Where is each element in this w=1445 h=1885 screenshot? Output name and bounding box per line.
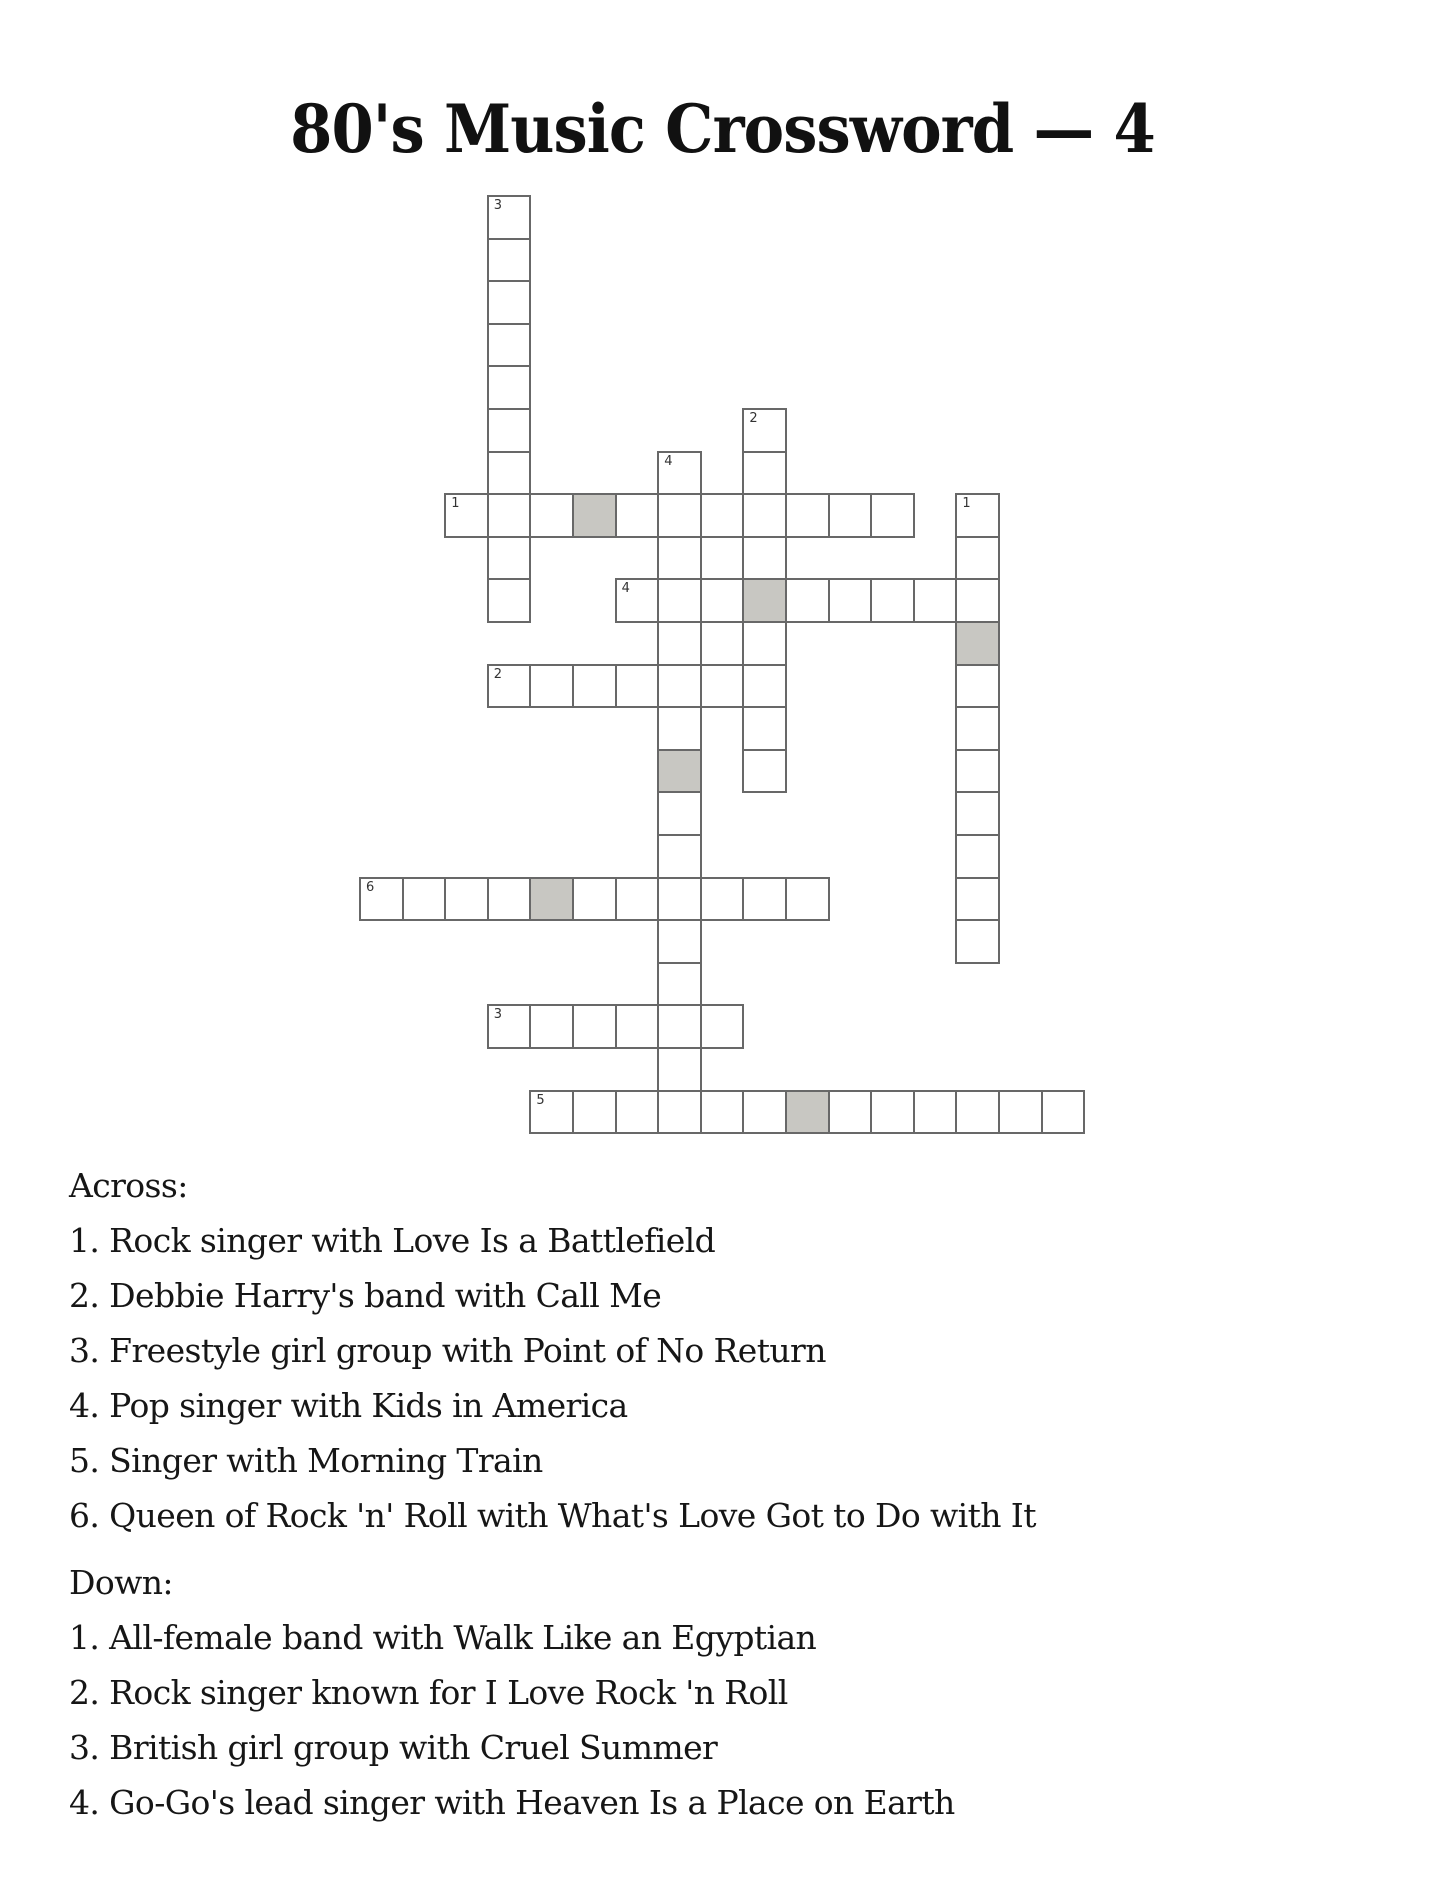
grid-cell[interactable]	[785, 578, 830, 623]
grid-cell[interactable]	[955, 493, 1000, 538]
grid-cell[interactable]	[785, 493, 830, 538]
clue-number: 2	[749, 411, 758, 426]
grid-cell[interactable]	[1041, 1090, 1086, 1135]
grid-cell[interactable]	[529, 1090, 574, 1135]
grid-cell[interactable]	[487, 1004, 532, 1049]
grid-cell[interactable]	[657, 791, 702, 836]
grid-cell[interactable]	[955, 1090, 1000, 1135]
clue-number: 3	[493, 1007, 503, 1023]
grid-cell[interactable]	[615, 1090, 660, 1135]
clue-number: 5	[536, 1092, 545, 1108]
grid-cell[interactable]	[913, 578, 958, 623]
grid-cell[interactable]	[657, 621, 702, 666]
grid-cell[interactable]	[572, 664, 617, 709]
grid-cell[interactable]	[742, 451, 787, 496]
grid-cell[interactable]	[657, 493, 702, 538]
grid-cell[interactable]	[955, 664, 1000, 709]
clue-number: 4	[664, 453, 673, 469]
down-clue-2: 2. Rock singer known for I Love Rock 'n Roll	[69, 1673, 788, 1712]
grid-cell[interactable]	[572, 1004, 617, 1049]
grid-cell[interactable]	[700, 578, 745, 623]
grid-cell[interactable]	[700, 493, 745, 538]
shaded-cell	[529, 877, 574, 922]
grid-cell[interactable]	[742, 536, 787, 581]
grid-cell[interactable]	[657, 451, 702, 496]
grid-cell[interactable]	[700, 1090, 745, 1135]
clue-number: 1	[451, 496, 460, 512]
grid-cell[interactable]	[487, 365, 532, 410]
down-clue-3: 3. British girl group with Cruel Summer	[69, 1728, 718, 1767]
grid-cell[interactable]	[955, 791, 1000, 836]
grid-cell[interactable]	[955, 834, 1000, 879]
grid-cell[interactable]	[742, 664, 787, 709]
across-clue-1: 1. Rock singer with Love Is a Battlefield	[69, 1221, 716, 1260]
across-clue-5: 5. Singer with Morning Train	[69, 1441, 543, 1480]
grid-cell[interactable]	[615, 1004, 660, 1049]
grid-cell[interactable]	[487, 877, 532, 922]
grid-cell[interactable]	[572, 877, 617, 922]
grid-cell[interactable]	[955, 877, 1000, 922]
grid-cell[interactable]	[657, 536, 702, 581]
grid-cell[interactable]	[487, 195, 532, 240]
shaded-cell	[742, 578, 787, 623]
grid-cell[interactable]	[487, 323, 532, 368]
grid-cell[interactable]	[487, 664, 532, 709]
grid-cell[interactable]	[870, 578, 915, 623]
clue-number: 2	[493, 666, 503, 682]
grid-cell[interactable]	[402, 877, 447, 922]
grid-cell[interactable]	[657, 877, 702, 922]
grid-cell[interactable]	[828, 578, 873, 623]
grid-cell[interactable]	[955, 706, 1000, 751]
clues-panel	[69, 1158, 1369, 1830]
grid-cell[interactable]	[487, 408, 532, 453]
shaded-cell	[572, 493, 617, 538]
grid-cell[interactable]	[955, 749, 1000, 794]
grid-cell[interactable]	[742, 408, 787, 453]
grid-cell[interactable]	[742, 749, 787, 794]
across-clue-6: 6. Queen of Rock 'n' Roll with What's Love Got to Do with It	[69, 1496, 1036, 1535]
grid-cell[interactable]	[487, 493, 532, 538]
down-clues	[69, 1555, 1369, 1830]
grid-cell[interactable]	[657, 834, 702, 879]
clue-number: 4	[621, 581, 630, 597]
grid-cell[interactable]	[487, 578, 532, 623]
grid-cell[interactable]	[657, 706, 702, 751]
grid-cell[interactable]	[828, 493, 873, 538]
grid-cell[interactable]	[828, 1090, 873, 1135]
grid-cell[interactable]	[657, 962, 702, 1007]
grid-cell[interactable]	[742, 621, 787, 666]
shaded-cell	[955, 621, 1000, 666]
grid-cell[interactable]	[657, 578, 702, 623]
grid-cell[interactable]	[615, 664, 660, 709]
grid-cell[interactable]	[657, 664, 702, 709]
grid-cell[interactable]	[615, 578, 660, 623]
grid-cell[interactable]	[487, 536, 532, 581]
down-heading: Down:	[69, 1563, 173, 1602]
clue-number: 3	[493, 198, 503, 213]
clue-number: 1	[962, 496, 971, 512]
grid-cell[interactable]	[870, 1090, 915, 1135]
grid-cell[interactable]	[998, 1090, 1043, 1135]
grid-cell[interactable]	[487, 238, 532, 283]
grid-cell[interactable]	[742, 1090, 787, 1135]
grid-cell[interactable]	[487, 280, 532, 325]
grid-cell[interactable]	[742, 706, 787, 751]
across-clue-4: 4. Pop singer with Kids in America	[69, 1386, 628, 1425]
shaded-cell	[657, 749, 702, 794]
grid-cell[interactable]	[487, 451, 532, 496]
grid-cell[interactable]	[955, 919, 1000, 964]
grid-cell[interactable]	[913, 1090, 958, 1135]
down-clue-1: 1. All-female band with Walk Like an Egyptian	[69, 1618, 817, 1657]
grid-cell[interactable]	[742, 877, 787, 922]
grid-cell[interactable]	[572, 1090, 617, 1135]
grid-cell[interactable]	[955, 536, 1000, 581]
grid-cell[interactable]	[615, 493, 660, 538]
grid-cell[interactable]	[529, 1004, 574, 1049]
clue-number: 6	[366, 879, 375, 895]
grid-cell[interactable]	[529, 493, 574, 538]
across-heading: Across:	[69, 1166, 188, 1205]
grid-cell[interactable]	[444, 877, 489, 922]
shaded-cell	[785, 1090, 830, 1135]
across-clue-2: 2. Debbie Harry's band with Call Me	[69, 1276, 662, 1315]
grid-cell[interactable]	[700, 664, 745, 709]
grid-cell[interactable]	[529, 664, 574, 709]
grid-cell[interactable]	[359, 877, 404, 922]
grid-cell[interactable]	[615, 877, 660, 922]
across-clue-3: 3. Freestyle girl group with Point of No Return	[69, 1331, 826, 1370]
grid-cell[interactable]	[870, 493, 915, 538]
grid-cell[interactable]	[657, 1004, 702, 1049]
grid-cell[interactable]	[657, 919, 702, 964]
across-clues	[69, 1158, 1369, 1543]
grid-cell[interactable]	[700, 1004, 745, 1049]
grid-cell[interactable]	[955, 578, 1000, 623]
page-title: 80's Music Crossword — 4	[290, 90, 1155, 169]
grid-cell[interactable]	[700, 621, 745, 666]
grid-cell[interactable]	[700, 536, 745, 581]
grid-cell[interactable]	[657, 1090, 702, 1135]
grid-cell[interactable]	[700, 877, 745, 922]
grid-cell[interactable]	[785, 877, 830, 922]
grid-cell[interactable]	[657, 1047, 702, 1092]
down-clue-4: 4. Go-Go's lead singer with Heaven Is a Place on Earth	[69, 1783, 955, 1822]
grid-cell[interactable]	[742, 493, 787, 538]
grid-cell[interactable]	[444, 493, 489, 538]
